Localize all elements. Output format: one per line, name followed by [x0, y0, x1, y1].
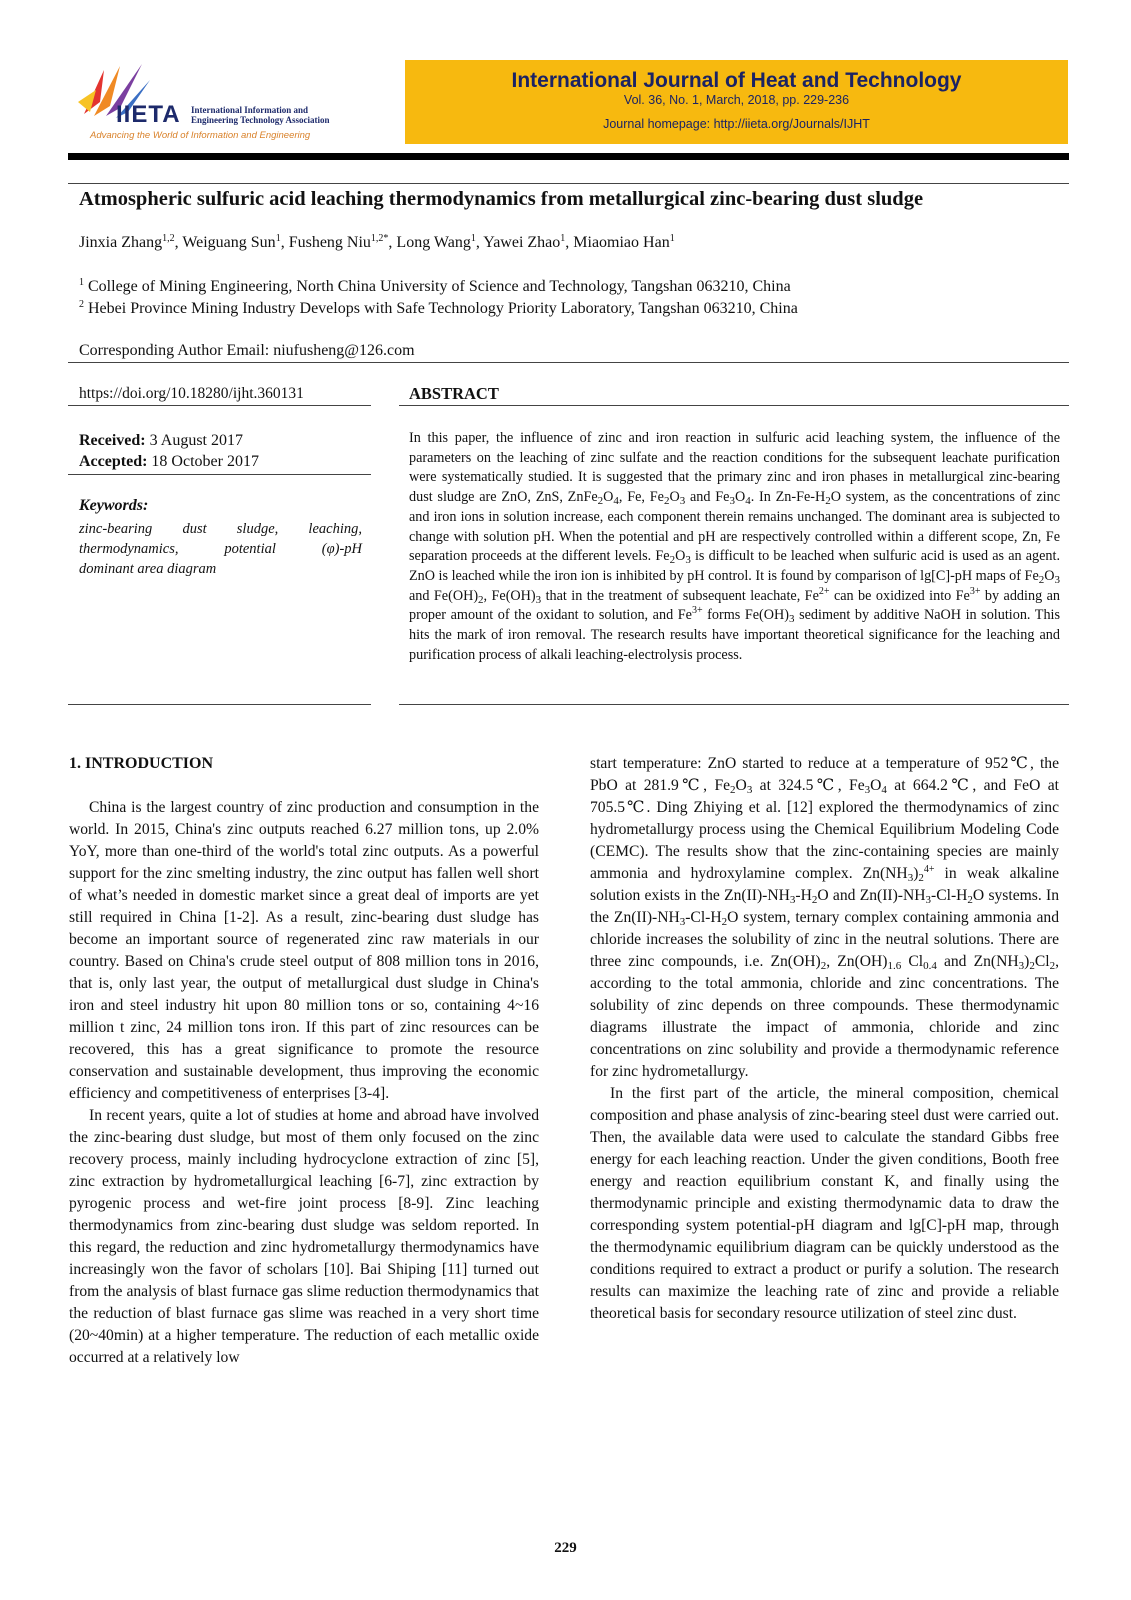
abstract-body: In this paper, the influence of zinc and iron reaction in sulfuric acid leaching system, the influence of the parameters on the leaching of zinc sulfate and the reaction conditions for the subsequent leachate purification were systematically studied. It is suggested that the primary zinc and iron phases in metallurgical zinc-bearing dust sludge are ZnO, ZnS, $ZnFe_2O_4$, Fe, $Fe_2O_3$ and $Fe_3O_4$. In $Zn-Fe-H_2O$ system, as the concentrations of zinc and iron ions in solution increase, each component therein remains unchanged. The dominant area is subjected to change with solution pH. When the potential and pH are respectively controlled within a different scope, Zn, Fe separation proceeds at the different levels. $Fe_2O_3$ is difficult to be leached when sulfuric acid is used as an agent. ZnO is leached while the iron ion is inhibited by pH control. It is found by comparison of lg[C]-pH maps of $Fe_2O_3$ and $Fe(OH)_2$, $Fe(OH)_3$ that in the treatment of subsequent leachate, $Fe^{2+}$ can be oxidized into $Fe^{3+}$ by adding an proper amount of the oxidant to solution, and $Fe^{3+}$ forms $Fe(OH)_3$ sediment by additive NaOH in solution. This hits the mark of iron removal. The research results have important theoretical significance for the leaching and purification process of alkali leaching-electrolysis process.: [409, 430, 1061, 663]
page-number: 229: [554, 1540, 577, 1556]
author-name: Fusheng Niu: [288, 234, 371, 251]
author-name: Miaomiao Han: [573, 234, 670, 251]
doi-link[interactable]: https://doi.org/10.18280/ijht.360131: [79, 385, 304, 402]
logo-org-line2: Engineering Technology Association: [191, 115, 330, 125]
body-paragraph: In the first part of the article, the mineral composition, chemical composition and phase analysis of zinc-bearing steel dust were carried out. Then, the available data were used to calculate the standard Gibbs free energy for each leaching reaction. Under the given conditions, Booth free energy and reaction equilibrium constant K, and finally using the thermodynamic principle and existing thermodynamic data to draw the corresponding system potential-pH diagram and lg[C]-pH map, through the thermodynamic equilibrium diagram can be quickly understood as the conditions required to extract a product or purify a solution. The research results can maximize the leaching rate of zinc and provide a reliable theoretical basis for secondary resource utilization of steel zinc dust.: [590, 1085, 1059, 1322]
journal-volume: Vol. 36, No. 1, March, 2018, pp. 229-236: [623, 93, 850, 107]
body-paragraph: China is the largest country of zinc production and consumption in the world. In 2015, China's zinc outputs reached 6.27 million tons, up 2.0% YoY, more than one-third of the world's total zinc outputs. As a powerful support for the zinc smelting industry, the zinc output has fallen well short of what’s needed in domestic market since a great deal of imports are yet still required in China [1-2]. As a result, zinc-bearing dust sludge has become an important source of regenerated zinc raw materials in our country. Based on China's crude steel output of 808 million tons in 2016, that is, only last year, the output of metallurgical dust sludge in China's iron and steel industry hit upon 80 million tons or so, containing 4~16 million t zinc, 24 million tons iron. If this part of zinc resources can be recovered, this has a great significance to promote the resource conservation and sustainable development, thus improving the economic efficiency and competitiveness of enterprises [3-4].: [69, 799, 539, 1102]
body-paragraph: start temperature: ZnO started to reduce at a temperature of 952℃, the PbO at 281.9℃, $Fe_2O_3$ at 324.5℃, $Fe_3O_4$ at 664.2℃, and FeO at 705.5℃. Ding Zhiying et al. [12] explored the thermodynamics of zinc hydrometallurgy process using the Chemical Equilibrium Modeling Code (CEMC). The results show that the zinc-containing species are mainly ammonia and hydroxylamine complex. $Zn(NH_3)_2^{4+}$ in weak alkaline solution exists in the $Zn(II)-NH_3-H_2O$ and $Zn(II)-NH_3-Cl-H_2O$ systems. In the $Zn(II)-NH_3-Cl-H_2O$ system, ternary complex containing ammonia and chloride increases the solubility of zinc in the neutral solutions. There are three zinc compounds, i.e. $Zn(OH)_2$, $Zn(OH)_{1.6}$ $Cl_{0.4}$ and $Zn(NH_3)_2Cl_2$, according to the total ammonia, chloride and zinc concentrations. The solubility of zinc depends on three compounds. These thermodynamic diagrams illustrate the impact of ammonia, chloride and zinc concentrations on zinc solubility and provide a thermodynamic reference for zinc hydrometallurgy.: [590, 755, 1059, 1080]
author-name: Long Wang: [396, 234, 471, 251]
doi-rule: [68, 405, 371, 406]
abstract-rule-bottom: [399, 704, 1069, 705]
keywords-list: [79, 519, 362, 579]
email-rule: [68, 362, 1069, 363]
accepted-date: 18 October 2017: [151, 453, 259, 470]
body-paragraph: In recent years, quite a lot of studies at home and abroad have involved the zinc-bearing dust sludge, but most of them only focused on the zinc recovery process, mainly including hydrocyclone extraction of zinc [5], zinc extraction by hydrometallurgical leaching [6-7], zinc extraction by pyrogenic process and wet-fire joint process [8-9]. Zinc leaching thermodynamics from zinc-bearing dust sludge was seldom reported. In this regard, the reduction and zinc hydrometallurgy thermodynamics have increasingly won the favor of scholars [10]. Bai Shiping [11] turned out from the analysis of blast furnace gas slime reduction thermodynamics that the reduction of blast furnace gas slime was reached in a very short time (20~40min) at a higher temperature. The reduction of each metallic oxide occurred at a relatively low: [69, 1107, 539, 1366]
article-dates: [79, 430, 259, 472]
keywords-rule: [68, 704, 371, 705]
journal-name: International Journal of Heat and Technology: [511, 69, 962, 92]
received-row: [79, 430, 259, 451]
author-sup: 1,2*: [370, 233, 389, 244]
author-sup: 1: [560, 233, 566, 244]
affiliation-sup: 1: [79, 277, 84, 288]
received-label: Received:: [79, 432, 146, 449]
author-list: Jinxia Zhang$^{1,2}$, Weiguang Sun$^1$, Fusheng Niu$^{1,2*}$, Long Wang$^1$, Yawei Zhao$^1$, Miaomiao Han$^1$: [79, 233, 675, 251]
affiliation-text: Hebei Province Mining Industry Develops with Safe Technology Priority Laboratory, Tangshan 063210, China: [88, 300, 798, 317]
author-sup: 1: [669, 233, 675, 244]
header-rule: [68, 153, 1069, 160]
keywords-line: dominant area diagram: [79, 561, 217, 577]
keywords-line: thermodynamics, potential (φ)-pH: [79, 541, 362, 557]
abstract-heading: ABSTRACT: [409, 384, 499, 403]
author-name: Yawei Zhao: [483, 234, 561, 251]
logo-tagline: Advancing the World of Information and Engineering: [90, 130, 311, 141]
author-name: Weiguang Sun: [182, 234, 276, 251]
keywords-line: zinc-bearing dust sludge, leaching,: [79, 521, 362, 537]
received-date: 3 August 2017: [149, 432, 243, 449]
author-sup: 1: [470, 233, 476, 244]
title-rule: [68, 183, 1069, 184]
affiliation-text: College of Mining Engineering, North China University of Science and Technology, Tangshan 063210, China: [88, 278, 791, 295]
author-sup: 1,2: [162, 233, 175, 244]
paper-title: Atmospheric sulfuric acid leaching thermodynamics from metallurgical zinc-bearing dust sludge: [79, 188, 924, 210]
affiliation-sup: 2: [79, 299, 84, 310]
corresponding-email[interactable]: Corresponding Author Email: niufusheng@126.com: [79, 342, 415, 359]
logo-organization: [191, 105, 330, 125]
author-sup: 1: [275, 233, 281, 244]
iieta-logo: [76, 62, 376, 142]
logo-org-line1: International Information and: [191, 105, 309, 115]
body-column-right: [590, 753, 1059, 1325]
journal-homepage-link[interactable]: Journal homepage: http://iieta.org/Journals/IJHT: [603, 117, 870, 131]
keywords-heading: Keywords:: [79, 497, 149, 514]
body-column-left: [69, 753, 539, 1369]
journal-banner: [405, 60, 1068, 144]
section-heading: 1. INTRODUCTION: [69, 755, 214, 772]
affiliation-1: [79, 276, 791, 297]
affiliation-2: [79, 298, 798, 319]
abstract-rule-top: [399, 405, 1069, 406]
logo-wordmark: IIETA: [116, 101, 181, 128]
dates-rule: [68, 474, 371, 475]
author-name: Jinxia Zhang: [79, 234, 163, 251]
accepted-label: Accepted:: [79, 453, 148, 470]
accepted-row: [79, 451, 259, 472]
